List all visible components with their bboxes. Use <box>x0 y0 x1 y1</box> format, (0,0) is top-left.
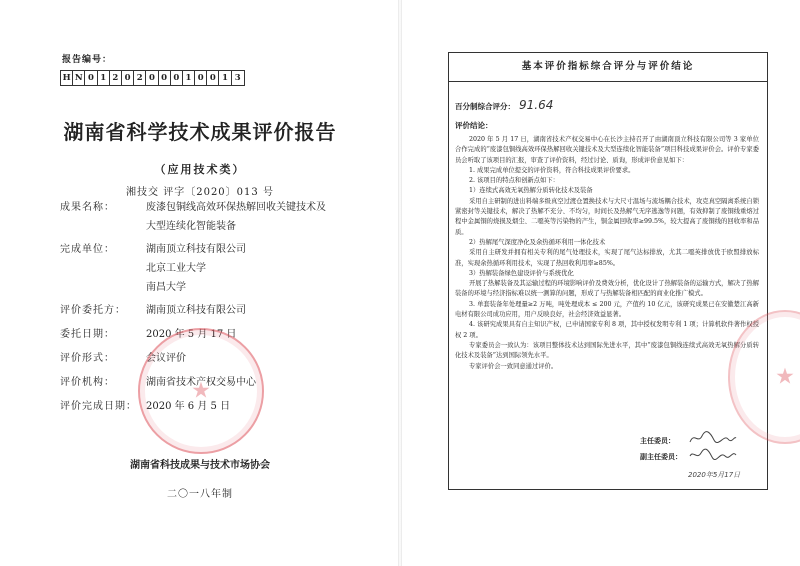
report-number-digit: 1 <box>219 71 231 85</box>
field-value-line: 2020 年 5 月 17 日 <box>146 329 237 340</box>
field-label: 成果名称： <box>60 202 115 213</box>
field-value-line: 湖南顶立科技有限公司 <box>146 244 246 255</box>
score-row <box>455 98 767 112</box>
conclusion-paragraph: 2）热解尾气深度净化及余热循环利用一体化技术 <box>469 238 606 246</box>
field-value-line: 湖南顶立科技有限公司 <box>146 305 246 316</box>
report-number-digit: 2 <box>110 71 122 85</box>
report-number-label: 报告编号： <box>62 55 113 65</box>
field-label: 评价完成日期： <box>60 401 137 412</box>
report-number-digit: 2 <box>134 71 146 85</box>
report-field-row <box>60 242 380 299</box>
vice-chair-signature-icon <box>688 446 738 465</box>
conclusion-paragraph: 3. 单套装备年处理量≥2 万吨，吨处理成本 ≤ 200 元，产值约 10 亿元，该研究成果已在安徽楚江高新电材有限公司成功应用，用户反映良好，社会经济效益显著。 <box>455 300 759 319</box>
field-value <box>146 303 380 322</box>
report-number-digit: 0 <box>146 71 158 85</box>
document-number: 湘技交 评字〔2020〕013 号 <box>126 187 274 198</box>
signature-area <box>448 430 768 490</box>
field-label: 完成单位： <box>60 244 115 255</box>
report-number-digit: 0 <box>171 71 183 85</box>
field-label: 评价委托方： <box>60 305 126 316</box>
chair-label: 主任委员： <box>640 436 675 445</box>
field-value-line: 南昌大学 <box>146 282 186 293</box>
conclusion-paragraph: 专家委员会一致认为：该项目整体技术达到国际先进水平，其中“废漆包铜线连续式高效无氧热解分质转化技术及装备”达到国际领先水平。 <box>455 341 759 360</box>
report-number-digit: 0 <box>195 71 207 85</box>
report-number-digit: 0 <box>207 71 219 85</box>
score-value: 91.64 <box>519 98 554 112</box>
field-label: 评价形式： <box>60 353 115 364</box>
report-number-digit: 3 <box>234 73 241 83</box>
conclusion-paragraph: 2020 年 5 月 17 日，湖南省技术产权交易中心在长沙主持召开了由湖南顶立科技有限公司等 3 家单位合作完成的“废漆包铜线高效环保热解回收关键技术及大型连续化智能装备”项目科技成果评价会。评价专家委员会听取了该项目的汇报，审查了评价资料，经过讨论、质询，形成评价意见如下： <box>455 136 759 164</box>
report-title: 湖南省科学技术成果评价报告 <box>63 120 337 144</box>
report-category: （应用技术类） <box>154 163 246 176</box>
conclusion-paragraph: 4. 该研究成果具有自主知识产权，已申请国家专利 8 项，其中授权发明专利 1 项；计算机软件著作权授权 2 项。 <box>455 321 759 339</box>
field-value-line: 2020 年 6 月 5 日 <box>146 401 231 412</box>
report-number-digit: 0 <box>122 71 134 85</box>
field-value-line: 废漆包铜线高效环保热解回收关键技术及 <box>146 202 326 213</box>
report-field-row <box>60 303 380 322</box>
report-number-digit: 1 <box>183 71 195 85</box>
conclusion-paragraph: 1. 成果完成单位提交的评价资料，符合科技成果评价要求。 <box>469 166 635 174</box>
field-label: 评价机构： <box>60 377 115 388</box>
report-number-digit: 1 <box>98 71 110 85</box>
report-number-digit: 0 <box>159 71 171 85</box>
field-value <box>146 200 380 238</box>
field-value-line: 大型连续化智能装备 <box>146 221 236 232</box>
conclusion-text <box>455 135 759 372</box>
report-number-digit: N <box>73 71 85 85</box>
vice-chair-label: 副主任委员： <box>640 452 682 461</box>
score-label: 百分制综合评分： <box>455 102 515 111</box>
conclusion-paragraph: 采用自主研发并拥有相关专利的尾气处理技术，实现了尾气达标排放，尤其二噁英排放优于欧盟排放标准，实现余热循环利用技术，实现了热回收利用率≥85%。 <box>455 249 759 267</box>
conclusion-paragraph: 开展了热解装备及其运输过程的环境影响评价及费效分析，优化设计了热解装备的运输方式，解决了热解装备的环境与经济指标难以统一测算的问题，形成了与热解装备相匹配的商业化推广模式。 <box>455 280 759 298</box>
report-number-digit: H <box>61 71 73 85</box>
field-value <box>146 242 380 299</box>
evaluation-box <box>448 52 768 490</box>
signature-date: 2020年5月17日 <box>688 471 741 479</box>
evaluation-page <box>400 0 800 566</box>
official-seal <box>138 328 264 454</box>
field-value-line: 湖南省技术产权交易中心 <box>146 377 256 388</box>
conclusion-paragraph: 1）连续式高效无氧热解分质转化技术及装备 <box>469 187 593 195</box>
field-value-line: 北京工业大学 <box>146 263 206 274</box>
conclusion-paragraph: 2. 该项目的特点和创新点如下： <box>469 177 559 185</box>
issuing-organization: 湖南省科技成果与技术市场协会 <box>130 460 270 471</box>
conclusion-paragraph: 3）热解装备绿色建设评价与系统优化 <box>469 269 574 277</box>
conclusion-label: 评价结论： <box>455 121 493 130</box>
conclusion-paragraph: 专家评价会一致同意通过评价。 <box>469 362 558 370</box>
report-number-boxes <box>60 70 245 86</box>
conclusion-paragraph: 采用自主研制的进出料端多级真空过渡仓置换技术与大尺寸温场与流场耦合技术，攻克真空隔离系统自锁紧密封等关键技术，解决了热解不充分、不均匀，时间长及热解气无序逃逸等问题，有效抑制了废铜线重熔过程中金属铜的烧损及烟尘、二噁英等污染物的产生，铜金属回收率≥99.5%，较大提高了废铜线的回收率和品质。 <box>455 197 759 236</box>
report-number-digit: 0 <box>85 71 97 85</box>
field-value-line: 会议评价 <box>146 353 186 364</box>
report-field-row <box>60 200 380 238</box>
field-label: 委托日期： <box>60 329 115 340</box>
evaluation-box-title: 基本评价指标综合评分与评价结论 <box>449 53 767 82</box>
year-made: 二〇一八年制 <box>167 489 233 500</box>
